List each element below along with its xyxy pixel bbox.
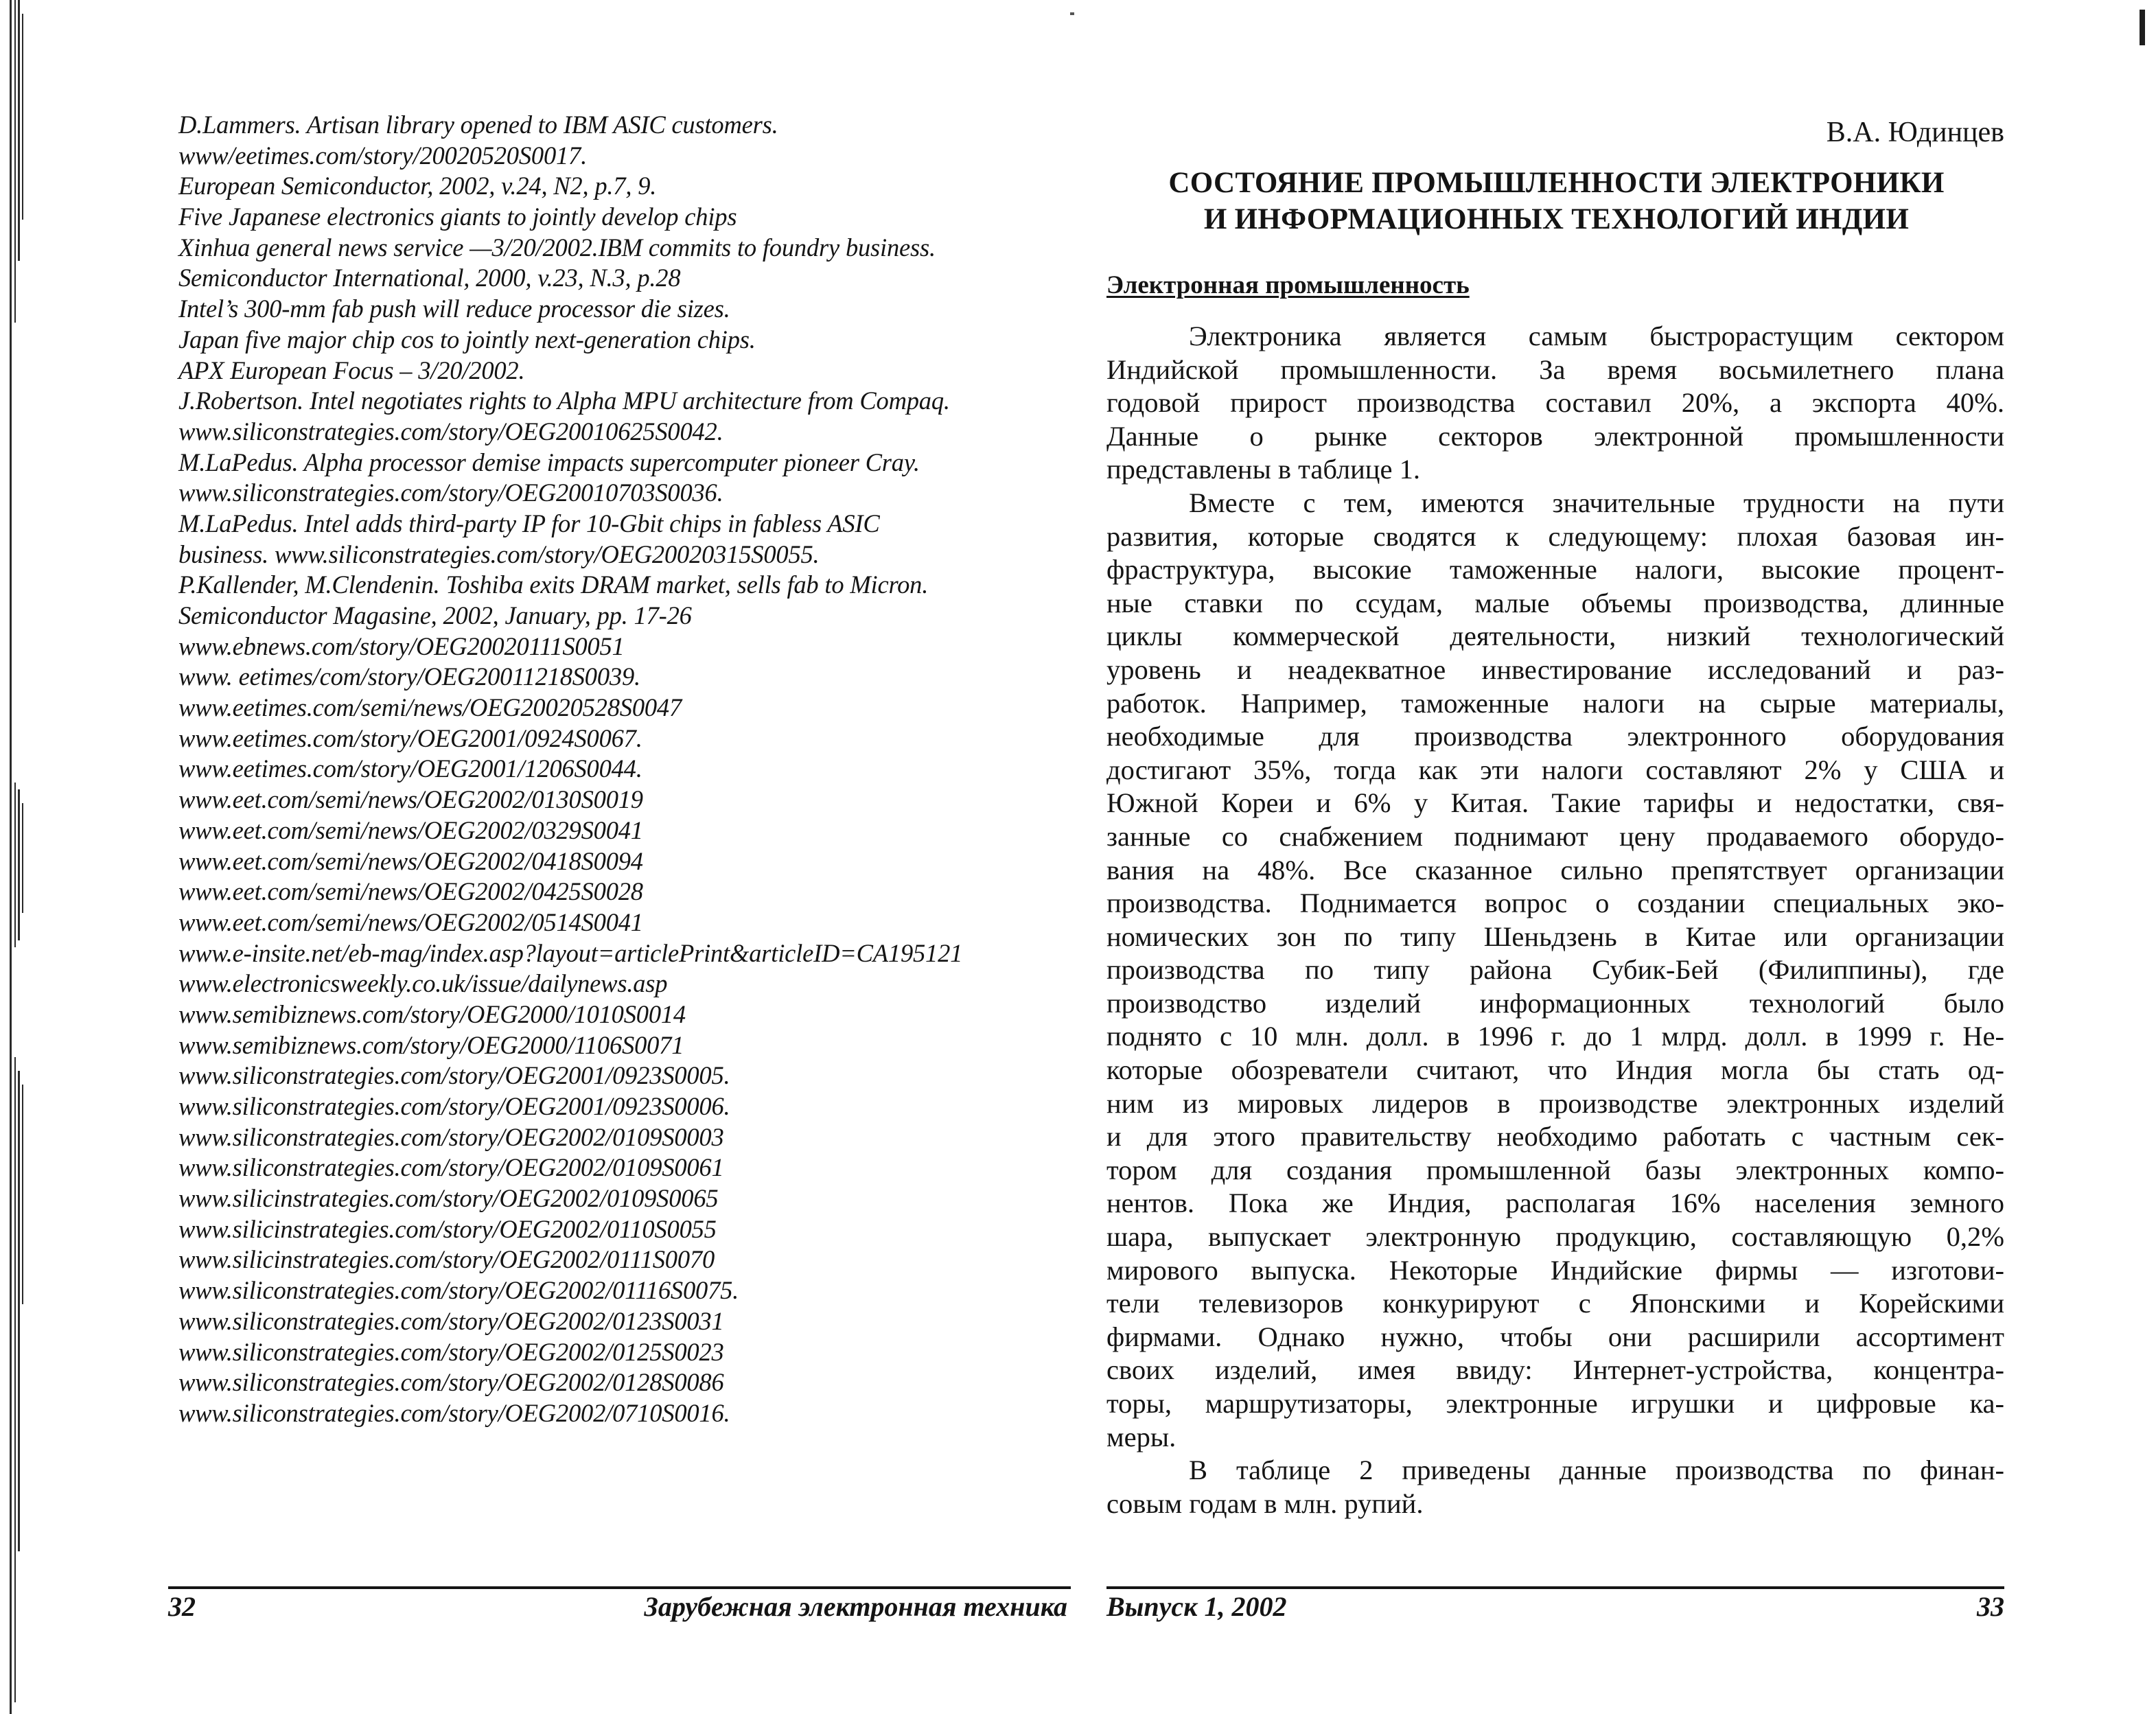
text-line: годовой прирост производства составил 20%, а экспорта 40%. xyxy=(1106,387,2004,419)
reference-entry: www.siliconstrategies.com/story/OEG2002/0109S0061 xyxy=(178,1153,724,1182)
reference-entry: M.LaPedus. Intel adds third-party IP for 10-Gbit chips in fabless ASIC xyxy=(178,509,880,537)
text-line: тором для создания промышленной базы электронных компо- xyxy=(1106,1154,2004,1185)
reference-entry: www.electronicsweekly.co.uk/issue/dailynews.asp xyxy=(178,969,668,998)
reference-entry: www.e-insite.net/eb-mag/index.asp?layout=articlePrint&articleID=CA195121 xyxy=(178,938,963,967)
reference-entry: www.eetimes.com/semi/news/OEG20020528S0047 xyxy=(178,693,682,722)
reference-list xyxy=(178,110,1071,1429)
reference-entry: Semiconductor Magasine, 2002, January, pp. 17-26 xyxy=(178,601,692,629)
reference-entry: www.siliconstrategies.com/story/OEG2001/0923S0005. xyxy=(178,1061,730,1090)
reference-entry: business. www.siliconstrategies.com/story/OEG20020315S0055. xyxy=(178,540,820,568)
text-line: достигают 35%, тогда как эти налоги составляют 2% у США и xyxy=(1106,754,2004,785)
author-name: В.А. Юдинцев xyxy=(1826,117,2004,148)
reference-entry: www.siliconstrategies.com/story/OEG2002/0125S0023 xyxy=(178,1337,724,1366)
reference-entry: www.silicinstrategies.com/story/OEG2002/0111S0070 xyxy=(178,1245,715,1274)
reference-entry: www.siliconstrategies.com/story/OEG2002/0123S0031 xyxy=(178,1306,724,1335)
reference-entry: Japan five major chip cos to jointly next-generation chips. xyxy=(178,325,756,354)
text-line: Электроника является самым быстрорастущим сектором xyxy=(1189,321,2004,351)
reference-entry: www.siliconstrategies.com/story/OEG2002/01116S0075. xyxy=(178,1276,739,1305)
reference-entry: www.eet.com/semi/news/OEG2002/0514S0041 xyxy=(178,907,643,936)
text-line: совым годам в млн. рупий. xyxy=(1106,1487,1424,1519)
reference-entry: www. eetimes/com/story/OEG20011218S0039. xyxy=(178,662,640,691)
text-line: тели телевизоров конкурируют с Японскими и Корейскими xyxy=(1106,1288,2004,1319)
text-line: развития, которые сводятся к следующему: плохая базовая ин- xyxy=(1106,520,2004,552)
article-title-line: СОСТОЯНИЕ ПРОМЫШЛЕННОСТИ ЭЛЕКТРОНИКИ xyxy=(1168,167,1945,199)
text-line: торы, маршрутизаторы, электронные игрушки и цифровые ка- xyxy=(1106,1388,2004,1419)
text-line: производства. Поднимается вопрос о создании специальных эко- xyxy=(1106,888,2004,919)
article-title xyxy=(1109,165,2004,238)
reference-entry: www.siliconstrategies.com/story/OEG20010625S0042. xyxy=(178,417,723,445)
reference-entry: www.silicinstrategies.com/story/OEG2002/0109S0065 xyxy=(178,1184,719,1213)
journal-name: Зарубежная электронная техника xyxy=(644,1591,1067,1622)
article-title-line: И ИНФОРМАЦИОННЫХ ТЕХНОЛОГИЙ ИНДИИ xyxy=(1203,203,1910,235)
text-line: ним из мировых лидеров в производстве электронных изделий xyxy=(1106,1087,2004,1119)
reference-entry: www.siliconstrategies.com/story/OEG20010703S0036. xyxy=(178,478,723,507)
reference-entry: www.eet.com/semi/news/OEG2002/0425S0028 xyxy=(178,877,643,906)
reference-entry: European Semiconductor, 2002, v.24, N2, p.7, 9. xyxy=(178,172,657,200)
reference-entry: Five Japanese electronics giants to jointly develop chips xyxy=(178,202,737,231)
reference-entry: www.siliconstrategies.com/story/OEG2002/0710S0016. xyxy=(178,1398,730,1427)
footer-rule-right xyxy=(1106,1586,2004,1589)
paragraph xyxy=(1106,320,2004,487)
reference-entry: www.siliconstrategies.com/story/OEG2001/0923S0006. xyxy=(178,1092,730,1120)
reference-entry: www.ebnews.com/story/OEG20020111S0051 xyxy=(178,632,625,660)
text-line: фирмами. Однако нужно, чтобы они расширили ассортимент xyxy=(1106,1321,2004,1352)
binding-shadow xyxy=(10,0,30,1714)
text-line: своих изделий, имея ввиду: Интернет-устройства, концентра- xyxy=(1106,1354,2004,1386)
reference-entry: www/eetimes.com/story/20020520S0017. xyxy=(178,141,588,170)
text-line: циклы коммерческой деятельности, низкий технологический xyxy=(1106,621,2004,652)
reference-entry: www.eetimes.com/story/OEG2001/0924S0067. xyxy=(178,723,642,752)
reference-entry: www.eet.com/semi/news/OEG2002/0329S0041 xyxy=(178,815,643,844)
reference-entry: www.semibiznews.com/story/OEG2000/1010S0014 xyxy=(178,999,686,1028)
text-line: меры. xyxy=(1106,1421,1176,1452)
reference-entry: Semiconductor International, 2000, v.23, N.3, p.28 xyxy=(178,264,681,292)
reference-entry: www.eetimes.com/story/OEG2001/1206S0044. xyxy=(178,754,642,783)
reference-entry: www.silicinstrategies.com/story/OEG2002/0110S0055 xyxy=(178,1214,717,1243)
text-line: производство изделий информационных технологий было xyxy=(1106,987,2004,1019)
reference-entry: M.LaPedus. Alpha processor demise impacts supercomputer pioneer Cray. xyxy=(178,448,920,476)
page-edge-mark xyxy=(2140,10,2145,45)
text-line: производства по типу района Субик-Бей (Филиппины), где xyxy=(1106,954,2004,986)
text-line: Южной Кореи и 6% у Китая. Такие тарифы и недостатки, свя- xyxy=(1106,787,2004,819)
text-line: которые обозреватели считают, что Индия могла бы стать од- xyxy=(1106,1054,2004,1086)
text-line: номических зон по типу Шеньдзень в Китае или организации xyxy=(1106,920,2004,952)
page-number-left: 32 xyxy=(168,1591,196,1622)
reference-entry: APX European Focus – 3/20/2002. xyxy=(178,356,525,384)
article-body xyxy=(1106,320,2004,1520)
reference-entry: Xinhua general news service —3/20/2002.IBM commits to foundry business. xyxy=(178,233,936,262)
scan-speck xyxy=(1070,12,1074,15)
text-line: Вместе с тем, имеются значительные трудности на пути xyxy=(1189,487,2004,518)
reference-entry: www.eet.com/semi/news/OEG2002/0418S0094 xyxy=(178,846,643,875)
reference-entry: D.Lammers. Artisan library opened to IBM ASIC customers. xyxy=(178,111,778,139)
reference-entry: J.Robertson. Intel negotiates rights to Alpha MPU architecture from Compaq. xyxy=(178,386,950,415)
page-number-right: 33 xyxy=(1977,1591,2004,1622)
text-line: занные со снабжением поднимают цену продаваемого оборудо- xyxy=(1106,820,2004,852)
text-line: поднято с 10 млн. долл. в 1996 г. до 1 млрд. долл. в 1999 г. Не- xyxy=(1106,1021,2004,1052)
reference-entry: Intel’s 300-mm fab push will reduce processor die sizes. xyxy=(178,294,730,323)
text-line: ные ставки по ссудам, малые объемы производства, длинные xyxy=(1106,587,2004,618)
reference-entry: P.Kallender, M.Clendenin. Toshiba exits DRAM market, sells fab to Micron. xyxy=(178,570,929,599)
text-line: шара, выпускает электронную продукцию, составляющую 0,2% xyxy=(1106,1221,2004,1253)
footer-rule-left xyxy=(168,1586,1071,1589)
text-line: работок. Например, таможенные налоги на сырые материалы, xyxy=(1106,687,2004,719)
text-line: мирового выпуска. Некоторые Индийские фирмы — изготови- xyxy=(1106,1254,2004,1286)
text-line: В таблице 2 приведены данные производства по финан- xyxy=(1189,1455,2004,1486)
text-line: нентов. Пока же Индия, располагая 16% населения земного xyxy=(1106,1188,2004,1219)
text-line: необходимые для производства электронного оборудования xyxy=(1106,721,2004,752)
paragraph xyxy=(1106,487,2004,1454)
text-line: вания на 48%. Все сказанное сильно препятствует организации xyxy=(1106,854,2004,885)
text-line: и для этого правительству необходимо работать с частным сек- xyxy=(1106,1121,2004,1153)
text-line: уровень и неадекватное инвестирование исследований и раз- xyxy=(1106,653,2004,685)
paragraph xyxy=(1106,1454,2004,1520)
reference-entry: www.siliconstrategies.com/story/OEG2002/0109S0003 xyxy=(178,1122,724,1151)
reference-entry: www.siliconstrategies.com/story/OEG2002/0128S0086 xyxy=(178,1368,724,1397)
reference-entry: www.semibiznews.com/story/OEG2000/1106S0071 xyxy=(178,1030,684,1059)
text-line: Индийской промышленности. За время восьмилетнего плана xyxy=(1106,354,2004,385)
text-line: фраструктура, высокие таможенные налоги, высокие процент- xyxy=(1106,554,2004,586)
section-heading: Электронная промышленность xyxy=(1106,271,1470,299)
text-line: Данные о рынке секторов электронной промышленности xyxy=(1106,420,2004,452)
issue-label: Выпуск 1, 2002 xyxy=(1106,1591,1287,1622)
reference-entry: www.eet.com/semi/news/OEG2002/0130S0019 xyxy=(178,785,643,814)
text-line: представлены в таблице 1. xyxy=(1106,454,1420,485)
